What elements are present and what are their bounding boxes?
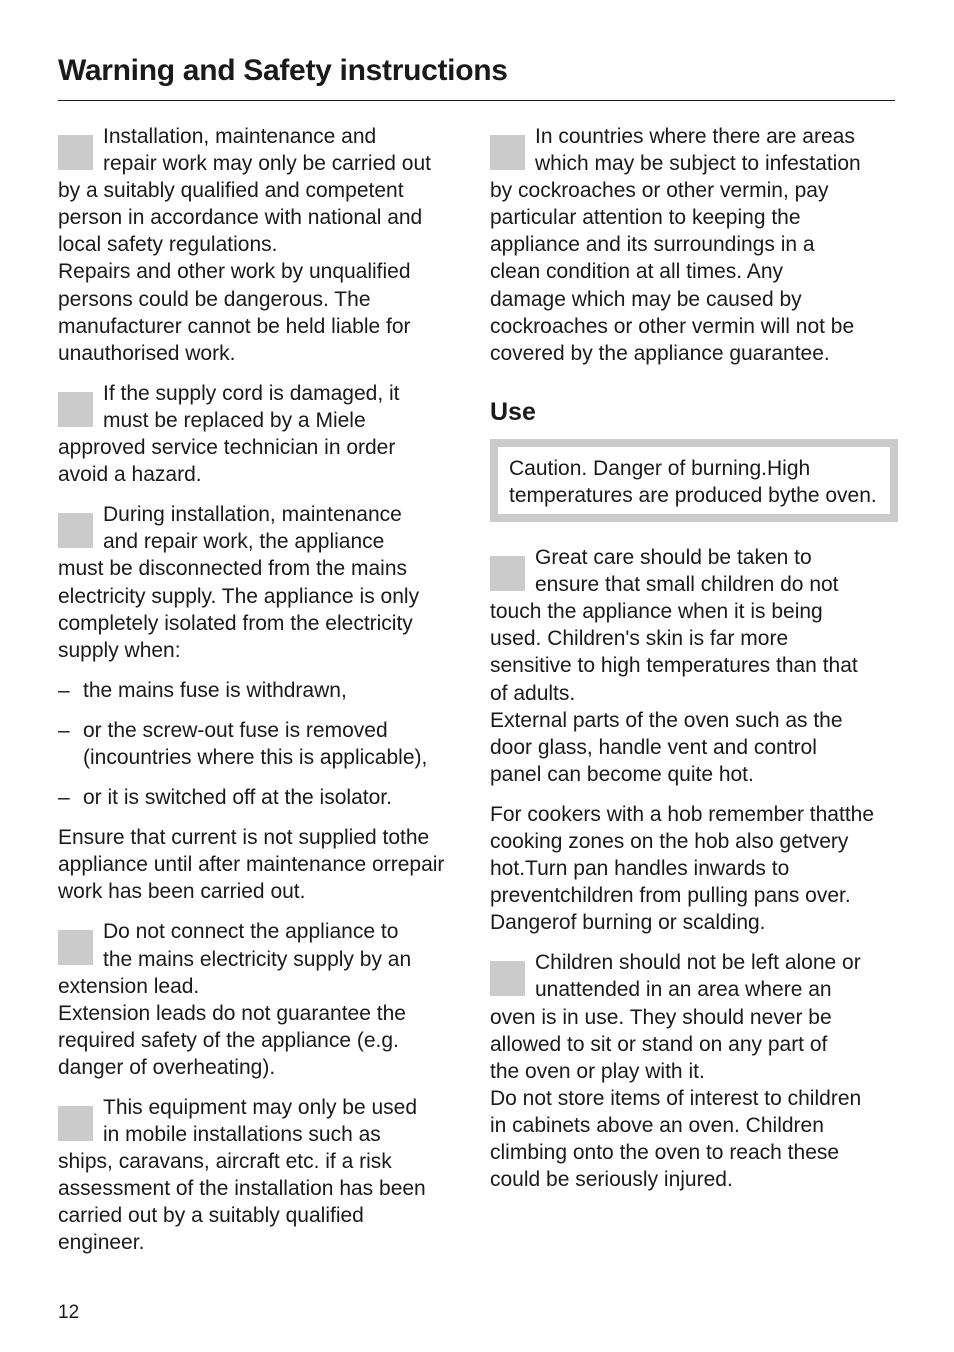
text-line: Great care should be taken to bbox=[535, 546, 812, 570]
text-line: clean condition at all times. Any bbox=[490, 260, 783, 284]
text-line: In countries where there are areas bbox=[535, 125, 855, 148]
text-line: the mains electricity supply by an bbox=[103, 947, 412, 971]
title-divider bbox=[58, 100, 895, 101]
list-item bbox=[58, 677, 468, 704]
instruction-vermin bbox=[490, 123, 898, 367]
bullet-square-icon bbox=[58, 135, 93, 170]
text-line: extension lead. bbox=[58, 974, 200, 998]
text-line: unauthorised work. bbox=[58, 341, 236, 365]
text-line: electricity supply. The appliance is only bbox=[58, 584, 420, 608]
text-line: During installation, maintenance bbox=[103, 503, 402, 527]
text-line: If the supply cord is damaged, it bbox=[103, 381, 400, 405]
text-line: completely isolated from the electricity bbox=[58, 611, 413, 635]
text-line: or it is switched off at the isolator. bbox=[83, 786, 392, 810]
bullet-square-icon bbox=[58, 1106, 93, 1141]
instruction-supply-cord bbox=[58, 380, 468, 488]
instruction-children-care bbox=[490, 544, 898, 788]
text-line: engineer. bbox=[58, 1231, 145, 1255]
text-line: repair work may only be carried out bbox=[103, 152, 431, 176]
text-line: Ensure that current is not supplied to bbox=[58, 826, 401, 850]
text-line: the oven or play with it. bbox=[490, 1059, 705, 1083]
text-line: or the screw-out fuse is removed (in bbox=[83, 718, 388, 769]
bullet-square-icon bbox=[490, 556, 525, 591]
text-line: sensitive to high temperatures than that bbox=[490, 654, 858, 678]
text-line: in mobile installations such as bbox=[103, 1123, 381, 1147]
text-line: This equipment may only be used bbox=[103, 1096, 418, 1119]
section-title-use: Use bbox=[490, 397, 536, 426]
dash-marker: – bbox=[58, 786, 70, 810]
instruction-mobile-installations bbox=[58, 1094, 468, 1257]
text-line: by a suitably qualified and competent bbox=[58, 179, 404, 203]
text-line: Extension leads do not guarantee the bbox=[58, 1001, 406, 1025]
text-line: Turn pan handles inwards to prevent bbox=[490, 857, 790, 908]
left-column bbox=[58, 123, 468, 1270]
text-line: and repair work, the appliance bbox=[103, 530, 385, 554]
text-line: must be replaced by a Miele bbox=[103, 408, 366, 432]
text-line: required safety of the appliance (e.g. bbox=[58, 1028, 399, 1052]
page-title: Warning and Safety instructions bbox=[58, 54, 508, 87]
text-line: appliance and its surroundings in a bbox=[490, 233, 815, 257]
text-line: in cabinets above an oven. Children bbox=[490, 1113, 824, 1137]
dash-marker: – bbox=[58, 718, 70, 742]
text-line: Installation, maintenance and bbox=[103, 125, 377, 148]
text-line: oven is in use. They should never be bbox=[490, 1005, 832, 1029]
text-line: covered by the appliance guarantee. bbox=[490, 341, 830, 365]
text-line: the oven. bbox=[790, 483, 877, 507]
text-line: Repairs and other work by unqualified bbox=[58, 260, 411, 284]
text-line: climbing onto the oven to reach these bbox=[490, 1141, 840, 1164]
instruction-children-alone bbox=[490, 949, 898, 1193]
text-line: touch the appliance when it is being bbox=[490, 600, 823, 624]
text-line: by cockroaches or other vermin, pay bbox=[490, 179, 829, 203]
text-line: supply when: bbox=[58, 638, 181, 662]
text-line: avoid a hazard. bbox=[58, 463, 202, 487]
page-number: 12 bbox=[58, 1302, 80, 1323]
paragraph-hob bbox=[490, 801, 898, 936]
bullet-square-icon bbox=[58, 930, 93, 965]
text-line: the appliance until after maintenance or bbox=[58, 826, 430, 877]
text-line: High temperatures are produced by bbox=[509, 456, 811, 507]
text-line: particular attention to keeping the bbox=[490, 206, 801, 230]
text-line: persons could be dangerous. The bbox=[58, 287, 371, 311]
text-line: approved service technician in order bbox=[58, 436, 396, 460]
bullet-square-icon bbox=[490, 961, 525, 996]
instruction-installation bbox=[58, 123, 468, 367]
text-line: used. Children's skin is far more bbox=[490, 627, 789, 651]
text-line: person in accordance with national and bbox=[58, 206, 423, 230]
text-line: cockroaches or other vermin will not be bbox=[490, 314, 855, 338]
text-line: the cooking zones on the hob also get bbox=[490, 802, 875, 853]
text-line: of burning or scalding. bbox=[558, 911, 766, 935]
text-line: repair work has been carried out. bbox=[58, 853, 445, 904]
text-line: carried out by a suitably qualified bbox=[58, 1204, 364, 1228]
list-item bbox=[58, 717, 468, 771]
bullet-square-icon bbox=[58, 513, 93, 548]
text-line: must be disconnected from the mains bbox=[58, 557, 408, 581]
caution-box bbox=[490, 439, 898, 522]
text-line: danger of overheating). bbox=[58, 1055, 276, 1079]
bullet-square-icon bbox=[58, 392, 93, 427]
paragraph-ensure bbox=[58, 824, 468, 905]
text-line: panel can become quite hot. bbox=[490, 762, 754, 786]
text-line: countries where this is applicable), bbox=[106, 745, 428, 769]
text-line: local safety regulations. bbox=[58, 233, 278, 257]
text-line: For cookers with a hob remember that bbox=[490, 802, 845, 826]
text-line: of adults. bbox=[490, 681, 576, 705]
text-line: allowed to sit or stand on any part of bbox=[490, 1032, 828, 1056]
text-line: door glass, handle vent and control bbox=[490, 735, 817, 759]
text-line: Do not connect the appliance to bbox=[103, 920, 399, 944]
text-line: assessment of the installation has been bbox=[58, 1177, 426, 1201]
text-line: very hot. bbox=[490, 829, 849, 881]
bullet-square-icon bbox=[490, 135, 525, 170]
dash-marker: – bbox=[58, 678, 70, 702]
instruction-extension-lead bbox=[58, 918, 468, 1081]
instruction-disconnect bbox=[58, 501, 468, 664]
text-line: manufacturer cannot be held liable for bbox=[58, 314, 411, 338]
text-line: ensure that small children do not bbox=[535, 573, 839, 597]
text-line: could be seriously injured. bbox=[490, 1168, 733, 1192]
text-line: Children should not be left alone or bbox=[535, 951, 861, 975]
text-line: Do not store items of interest to children bbox=[490, 1086, 862, 1110]
text-line: the mains fuse is withdrawn, bbox=[83, 678, 347, 702]
text-line: which may be subject to infestation bbox=[535, 152, 861, 176]
text-line: unattended in an area where an bbox=[535, 978, 832, 1002]
text-line: Caution. Danger of burning. bbox=[509, 456, 767, 480]
text-line: children from pulling pans over. Danger bbox=[490, 884, 851, 935]
text-line: ships, caravans, aircraft etc. if a risk bbox=[58, 1150, 392, 1174]
right-column bbox=[490, 123, 898, 1206]
text-line: damage which may be caused by bbox=[490, 287, 802, 311]
list-item bbox=[58, 784, 468, 811]
text-line: External parts of the oven such as the bbox=[490, 708, 843, 732]
